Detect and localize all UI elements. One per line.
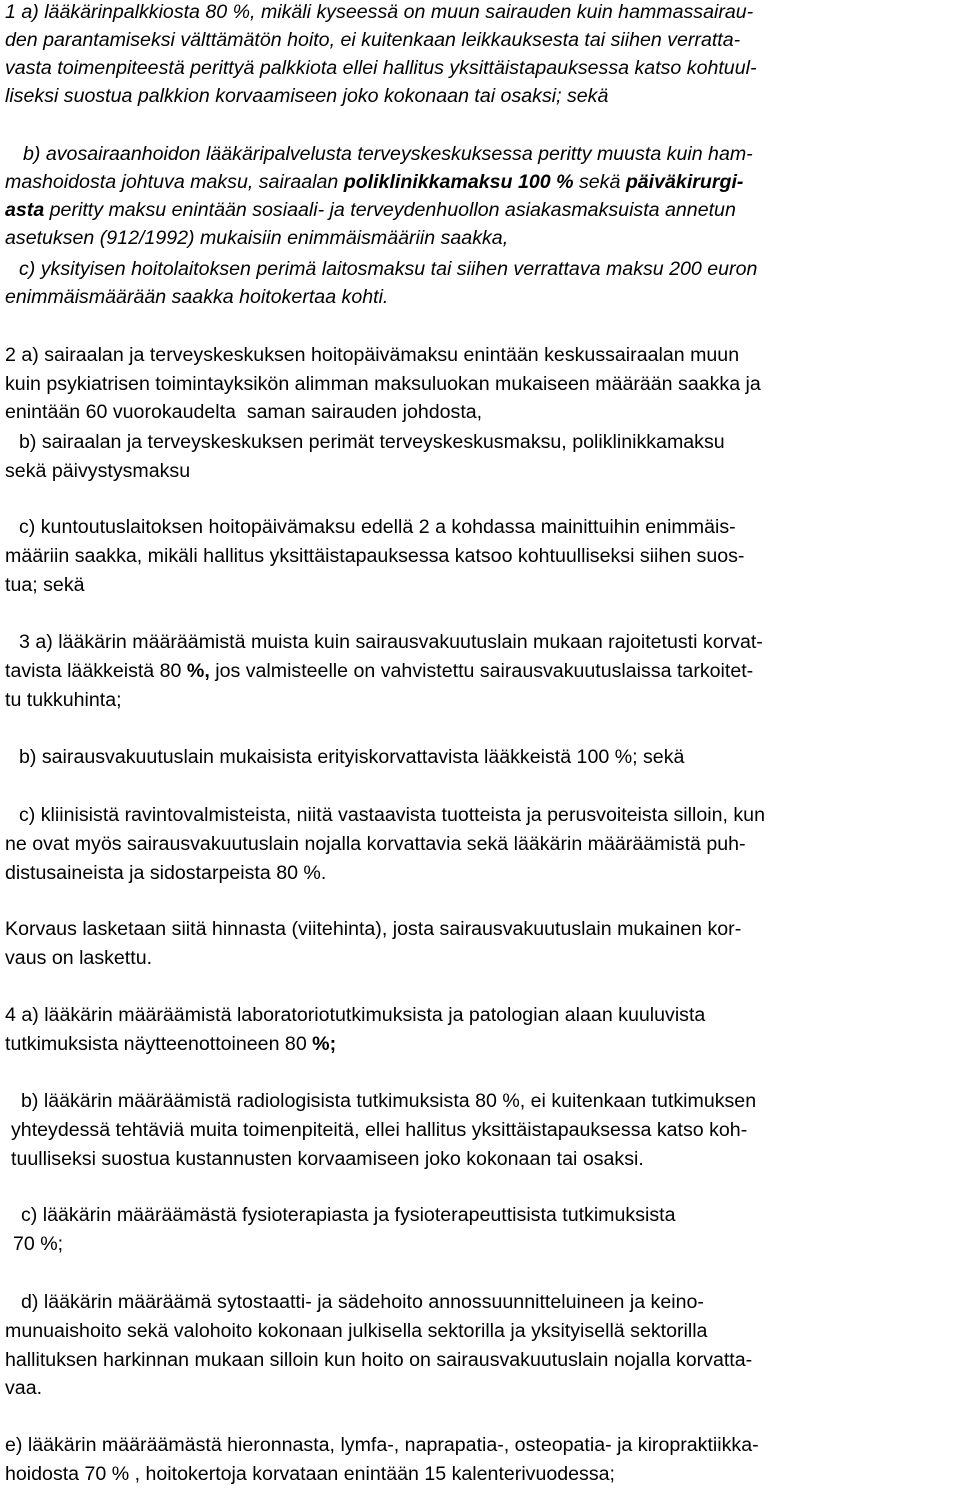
text-line: vasta toimenpiteestä perittyä palkkiota ellei hallitus yksittäistapauksessa katso kohtuul- <box>5 57 757 79</box>
text-line: enimmäismäärään saakka hoitokertaa kohti. <box>5 286 389 308</box>
text-line: ne ovat myös sairausvakuutuslain nojalla korvattavia sekä lääkärin määräämistä puh- <box>5 833 746 855</box>
bold-term: %; <box>312 1033 337 1055</box>
text-line: den parantamiseksi välttämätön hoito, ei kuitenkaan leikkauksesta tai siihen verratta- <box>5 29 741 51</box>
text-line: d) lääkärin määräämä sytostaatti- ja sädehoito annossuunnitteluineen ja keino- <box>21 1291 704 1313</box>
bold-term: poliklinikkamaksu 100 % <box>343 171 574 193</box>
text-line: tu tukkuhinta; <box>5 689 122 711</box>
text-line: Korvaus lasketaan siitä hinnasta (viitehinta), josta sairausvakuutuslain mukainen kor- <box>5 918 742 940</box>
text-line: tuulliseksi suostua kustannusten korvaamiseen joko kokonaan tai osaksi. <box>11 1148 644 1170</box>
text-line: b) avosairaanhoidon lääkäripalvelusta terveyskeskuksessa peritty muusta kuin ham- <box>23 143 753 165</box>
text-line: c) kuntoutuslaitoksen hoitopäivämaksu edellä 2 a kohdassa mainittuihin enimmäis- <box>19 516 736 538</box>
text-line: yhteydessä tehtäviä muita toimenpiteitä, ellei hallitus yksittäistapauksessa katso koh- <box>11 1119 748 1141</box>
text-line: vaus on laskettu. <box>5 947 153 969</box>
text-fragment: mashoidosta johtuva maksu, sairaalan <box>5 171 344 193</box>
text-line: enintään 60 vuorokaudelta saman sairauden johdosta, <box>5 401 483 423</box>
text-fragment: jos valmisteelle on vahvistettu sairausvakuutuslaissa tarkoitet- <box>209 660 754 682</box>
text-line <box>5 198 736 222</box>
text-line: hoidosta 70 % , hoitokertoja korvataan enintään 15 kalenterivuodessa; <box>5 1463 615 1485</box>
text-line <box>5 659 753 683</box>
text-line: 4 a) lääkärin määräämistä laboratoriotutkimuksista ja patologian alaan kuuluvista <box>5 1004 706 1026</box>
text-line: c) kliinisistä ravintovalmisteista, niitä vastaavista tuotteista ja perusvoiteista silloin, kun <box>19 804 765 826</box>
text-line: tua; sekä <box>5 574 85 596</box>
text-line: e) lääkärin määräämästä hieronnasta, lymfa-, naprapatia-, osteopatia- ja kiropraktiikka- <box>5 1434 759 1456</box>
text-line: c) yksityisen hoitolaitoksen perimä laitosmaksu tai siihen verrattava maksu 200 euron <box>19 258 758 280</box>
text-line: 2 a) sairaalan ja terveyskeskuksen hoitopäivämaksu enintään keskussairaalan muun <box>5 344 740 366</box>
text-line: munuaishoito sekä valohoito kokonaan julkisella sektorilla ja yksityisellä sektorilla <box>5 1320 708 1342</box>
bold-term: asta <box>5 199 45 221</box>
bold-term: %, <box>186 660 210 682</box>
bold-term: päiväkirurgi- <box>625 171 744 193</box>
text-fragment: sekä <box>573 171 626 193</box>
text-line: hallituksen harkinnan mukaan silloin kun hoito on sairausvakuutuslain nojalla korvatta- <box>5 1349 753 1371</box>
text-line: 1 a) lääkärinpalkkiosta 80 %, mikäli kyseessä on muun sairauden kuin hammassairau- <box>5 1 754 23</box>
text-line: 3 a) lääkärin määräämistä muista kuin sairausvakuutuslain mukaan rajoitetusti korvat- <box>19 631 763 653</box>
text-line: 70 %; <box>13 1233 64 1255</box>
text-line: sekä päivystysmaksu <box>5 460 191 482</box>
text-fragment: tavista lääkkeistä 80 <box>5 660 187 682</box>
text-line: b) sairaalan ja terveyskeskuksen perimät terveyskeskusmaksu, poliklinikkamaksu <box>19 431 725 453</box>
text-line: b) sairausvakuutuslain mukaisista erityiskorvattavista lääkkeistä 100 %; sekä <box>19 746 685 768</box>
text-line: distusaineista ja sidostarpeista 80 %. <box>5 862 327 884</box>
text-line: b) lääkärin määräämistä radiologisista tutkimuksista 80 %, ei kuitenkaan tutkimuksen <box>21 1090 757 1112</box>
text-line: asetuksen (912/1992) mukaisiin enimmäismääriin saakka, <box>5 227 509 249</box>
text-line: liseksi suostua palkkion korvaamiseen joko kokonaan tai osaksi; sekä <box>5 85 609 107</box>
text-line: vaa. <box>5 1377 43 1399</box>
text-line <box>5 170 743 194</box>
text-line: määriin saakka, mikäli hallitus yksittäistapauksessa katsoo kohtuulliseksi siihen suos- <box>5 545 745 567</box>
text-line <box>5 1032 336 1056</box>
text-fragment: peritty maksu enintään sosiaali- ja terveydenhuollon asiakasmaksuista annetun <box>44 199 736 221</box>
text-line: kuin psykiatrisen toimintayksikön alimman maksuluokan mukaiseen määrään saakka ja <box>5 373 761 395</box>
text-line: c) lääkärin määräämästä fysioterapiasta ja fysioterapeuttisista tutkimuksista <box>21 1204 676 1226</box>
text-fragment: tutkimuksista näytteenottoineen 80 <box>5 1033 313 1055</box>
